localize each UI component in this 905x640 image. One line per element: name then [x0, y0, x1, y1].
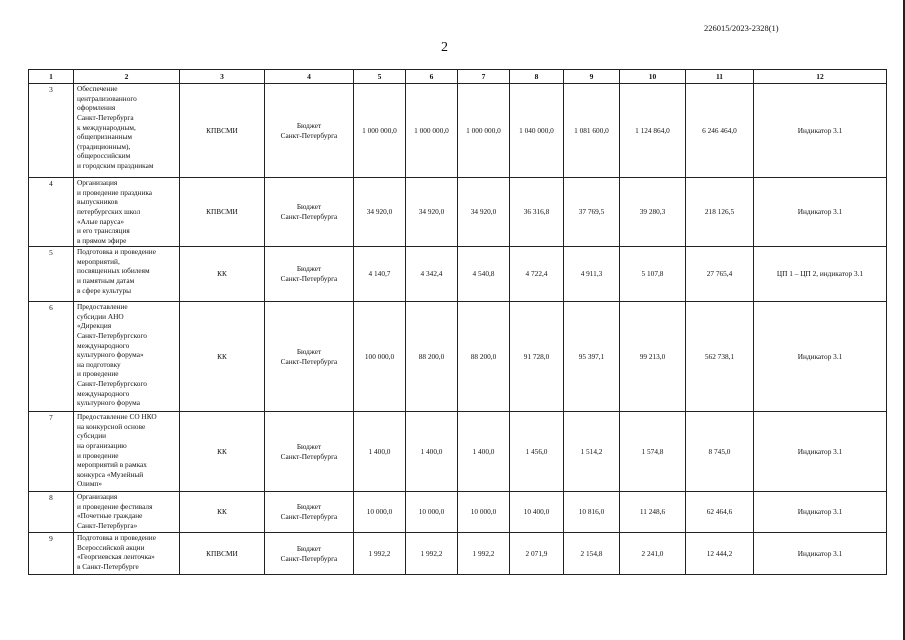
executor-cell: КПВСМИ	[180, 178, 265, 247]
table-row	[29, 178, 887, 247]
header-row	[29, 70, 887, 84]
value-cell: 4 140,7	[354, 247, 406, 302]
indicator-cell: Индикатор 3.1	[754, 302, 887, 412]
funding-source: Бюджет Санкт-Петербурга	[265, 178, 354, 247]
value-cell: 36 316,8	[510, 178, 564, 247]
value-cell: 1 992,2	[406, 533, 458, 575]
funding-source: Бюджет Санкт-Петербурга	[265, 247, 354, 302]
value-cell: 10 000,0	[458, 492, 510, 533]
total-cell: 8 745,0	[686, 412, 754, 492]
value-cell: 4 540,8	[458, 247, 510, 302]
value-cell: 1 514,2	[564, 412, 620, 492]
total-cell: 62 464,6	[686, 492, 754, 533]
header-cell: 9	[564, 70, 620, 84]
row-number: 4	[29, 178, 74, 247]
header-cell: 6	[406, 70, 458, 84]
value-cell: 95 397,1	[564, 302, 620, 412]
value-cell: 1 000 000,0	[458, 84, 510, 178]
value-cell: 10 816,0	[564, 492, 620, 533]
indicator-cell: Индикатор 3.1	[754, 178, 887, 247]
table-row	[29, 492, 887, 533]
activity-name: Обеспечение централизованного оформления Санкт-Петербурга к международным, общепризнанным (традиционным), общероссийским и городским праздникам	[74, 84, 180, 178]
header-cell: 11	[686, 70, 754, 84]
funding-source: Бюджет Санкт-Петербурга	[265, 84, 354, 178]
executor-cell: КК	[180, 412, 265, 492]
activity-name: Организация и проведение фестиваля «Почетные граждане Санкт-Петербурга»	[74, 492, 180, 533]
indicator-cell: ЦП 1 – ЦП 2, индикатор 3.1	[754, 247, 887, 302]
value-cell: 1 992,2	[354, 533, 406, 575]
table-row	[29, 84, 887, 178]
value-cell: 4 722,4	[510, 247, 564, 302]
executor-cell: КПВСМИ	[180, 84, 265, 178]
value-cell: 1 992,2	[458, 533, 510, 575]
value-cell: 10 400,0	[510, 492, 564, 533]
value-cell: 1 000 000,0	[406, 84, 458, 178]
value-cell: 88 200,0	[406, 302, 458, 412]
row-number: 5	[29, 247, 74, 302]
value-cell: 2 154,8	[564, 533, 620, 575]
value-cell: 39 280,3	[620, 178, 686, 247]
indicator-cell: Индикатор 3.1	[754, 492, 887, 533]
header-cell: 10	[620, 70, 686, 84]
value-cell: 2 071,9	[510, 533, 564, 575]
value-cell: 34 920,0	[458, 178, 510, 247]
row-number: 7	[29, 412, 74, 492]
value-cell: 1 124 864,0	[620, 84, 686, 178]
row-number: 3	[29, 84, 74, 178]
value-cell: 1 400,0	[354, 412, 406, 492]
indicator-cell: Индикатор 3.1	[754, 533, 887, 575]
activity-name: Предоставление субсидии АНО «Дирекция Санкт-Петербургского международного культурного форума» на подготовку и проведение Санкт-Петербургского международного культурного форума	[74, 302, 180, 412]
total-cell: 562 738,1	[686, 302, 754, 412]
header-cell: 12	[754, 70, 887, 84]
total-cell: 12 444,2	[686, 533, 754, 575]
total-cell: 6 246 464,0	[686, 84, 754, 178]
header-cell: 4	[265, 70, 354, 84]
value-cell: 4 911,3	[564, 247, 620, 302]
row-number: 9	[29, 533, 74, 575]
value-cell: 1 574,8	[620, 412, 686, 492]
page-number: 2	[441, 40, 448, 55]
value-cell: 1 400,0	[458, 412, 510, 492]
value-cell: 88 200,0	[458, 302, 510, 412]
indicator-cell: Индикатор 3.1	[754, 84, 887, 178]
value-cell: 1 081 600,0	[564, 84, 620, 178]
value-cell: 34 920,0	[406, 178, 458, 247]
table-row	[29, 302, 887, 412]
header-cell: 8	[510, 70, 564, 84]
header-cell: 5	[354, 70, 406, 84]
total-cell: 27 765,4	[686, 247, 754, 302]
value-cell: 2 241,0	[620, 533, 686, 575]
total-cell: 218 126,5	[686, 178, 754, 247]
program-table	[28, 69, 887, 575]
funding-source: Бюджет Санкт-Петербурга	[265, 412, 354, 492]
row-number: 8	[29, 492, 74, 533]
executor-cell: КК	[180, 302, 265, 412]
value-cell: 5 107,8	[620, 247, 686, 302]
header-cell: 7	[458, 70, 510, 84]
header-cell: 3	[180, 70, 265, 84]
table-row	[29, 247, 887, 302]
header-cell: 1	[29, 70, 74, 84]
indicator-cell: Индикатор 3.1	[754, 412, 887, 492]
row-number: 6	[29, 302, 74, 412]
funding-source: Бюджет Санкт-Петербурга	[265, 533, 354, 575]
activity-name: Подготовка и проведение мероприятий, посвященных юбилеям и памятным датам в сфере культуры	[74, 247, 180, 302]
table-row	[29, 412, 887, 492]
activity-name: Предоставление СО НКО на конкурсной основе субсидии на организацию и проведение мероприятий в рамках конкурса «Музейный Олимп»	[74, 412, 180, 492]
value-cell: 100 000,0	[354, 302, 406, 412]
funding-source: Бюджет Санкт-Петербурга	[265, 492, 354, 533]
activity-name: Организация и проведение праздника выпускников петербургских школ «Алые паруса» и его трансляция в прямом эфире	[74, 178, 180, 247]
activity-name: Подготовка и проведение Всероссийской акции «Георгиевская ленточка» в Санкт-Петербурге	[74, 533, 180, 575]
executor-cell: КК	[180, 492, 265, 533]
value-cell: 11 248,6	[620, 492, 686, 533]
value-cell: 10 000,0	[406, 492, 458, 533]
value-cell: 1 000 000,0	[354, 84, 406, 178]
value-cell: 4 342,4	[406, 247, 458, 302]
value-cell: 99 213,0	[620, 302, 686, 412]
value-cell: 34 920,0	[354, 178, 406, 247]
table-row	[29, 533, 887, 575]
value-cell: 91 728,0	[510, 302, 564, 412]
header-cell: 2	[74, 70, 180, 84]
value-cell: 10 000,0	[354, 492, 406, 533]
executor-cell: КПВСМИ	[180, 533, 265, 575]
executor-cell: КК	[180, 247, 265, 302]
value-cell: 37 769,5	[564, 178, 620, 247]
value-cell: 1 400,0	[406, 412, 458, 492]
funding-source: Бюджет Санкт-Петербурга	[265, 302, 354, 412]
value-cell: 1 040 000,0	[510, 84, 564, 178]
value-cell: 1 456,0	[510, 412, 564, 492]
document-id: 226015/2023-2328(1)	[704, 23, 779, 33]
